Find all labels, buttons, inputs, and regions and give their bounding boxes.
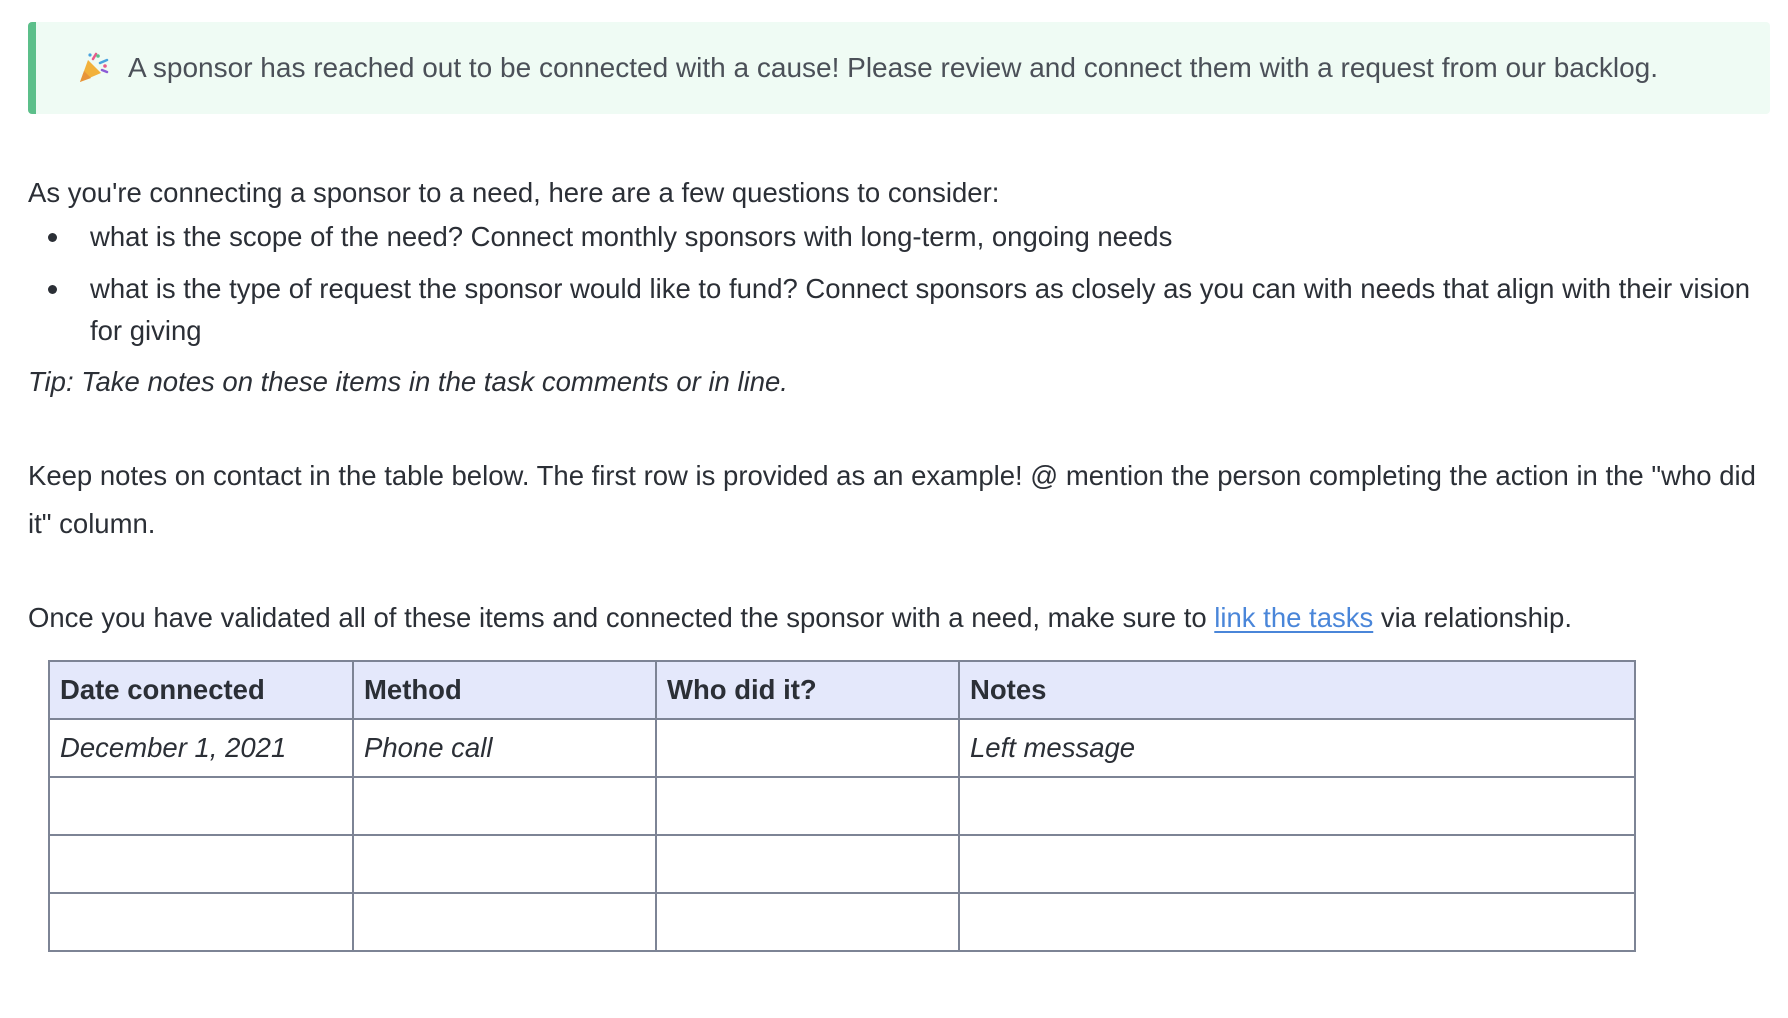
table-row [49, 835, 1635, 893]
relationship-instructions [28, 594, 1770, 642]
table-row [49, 893, 1635, 951]
link-the-tasks-link[interactable]: link the tasks [1214, 602, 1374, 633]
bullet-icon [48, 285, 57, 294]
once-text-before: Once you have validated all of these items and connected the sponsor with a need, make sure to [28, 602, 1215, 633]
table-row [49, 777, 1635, 835]
header-notes[interactable]: Notes [959, 661, 1635, 719]
header-method[interactable]: Method [353, 661, 656, 719]
table-header-row [49, 661, 1635, 719]
table-cell[interactable] [49, 777, 353, 835]
bullet-icon [48, 233, 57, 242]
table-cell[interactable] [49, 835, 353, 893]
table-cell[interactable] [656, 719, 959, 777]
table-cell[interactable]: Left message [959, 719, 1635, 777]
table-cell[interactable] [353, 835, 656, 893]
document-page [28, 22, 1770, 952]
table-cell[interactable] [959, 777, 1635, 835]
table-cell[interactable] [353, 893, 656, 951]
table-cell[interactable] [656, 777, 959, 835]
question-text: what is the type of request the sponsor would like to fund? Connect sponsors as closely as you can with needs that align with their vision for giving [90, 273, 1751, 346]
table-row [49, 719, 1635, 777]
table-cell[interactable] [353, 777, 656, 835]
question-text: what is the scope of the need? Connect monthly sponsors with long-term, ongoing needs [90, 221, 1173, 252]
party-popper-icon [76, 51, 110, 85]
table-cell[interactable] [959, 835, 1635, 893]
table-cell[interactable] [656, 893, 959, 951]
header-who-did-it[interactable]: Who did it? [656, 661, 959, 719]
table-cell[interactable]: December 1, 2021 [49, 719, 353, 777]
header-date-connected[interactable]: Date connected [49, 661, 353, 719]
sponsor-callout [28, 22, 1770, 114]
list-item [28, 216, 1770, 258]
table-cell[interactable] [656, 835, 959, 893]
table-cell[interactable]: Phone call [353, 719, 656, 777]
intro-text: As you're connecting a sponsor to a need, here are a few questions to consider: [28, 177, 1000, 208]
questions-list [28, 216, 1770, 352]
table-cell[interactable] [959, 893, 1635, 951]
tip-text: Tip: Take notes on these items in the task comments or in line. [28, 366, 788, 397]
table-cell[interactable] [49, 893, 353, 951]
callout-text: A sponsor has reached out to be connected with a cause! Please review and connect them with a request from our backlog. [128, 52, 1659, 83]
contact-log-table [48, 660, 1636, 952]
keep-notes-text: Keep notes on contact in the table below. The first row is provided as an example! @ mention the person completing the action in the "who did it" column. [28, 460, 1756, 539]
list-item [28, 268, 1770, 352]
once-text-after: via relationship. [1373, 602, 1572, 633]
